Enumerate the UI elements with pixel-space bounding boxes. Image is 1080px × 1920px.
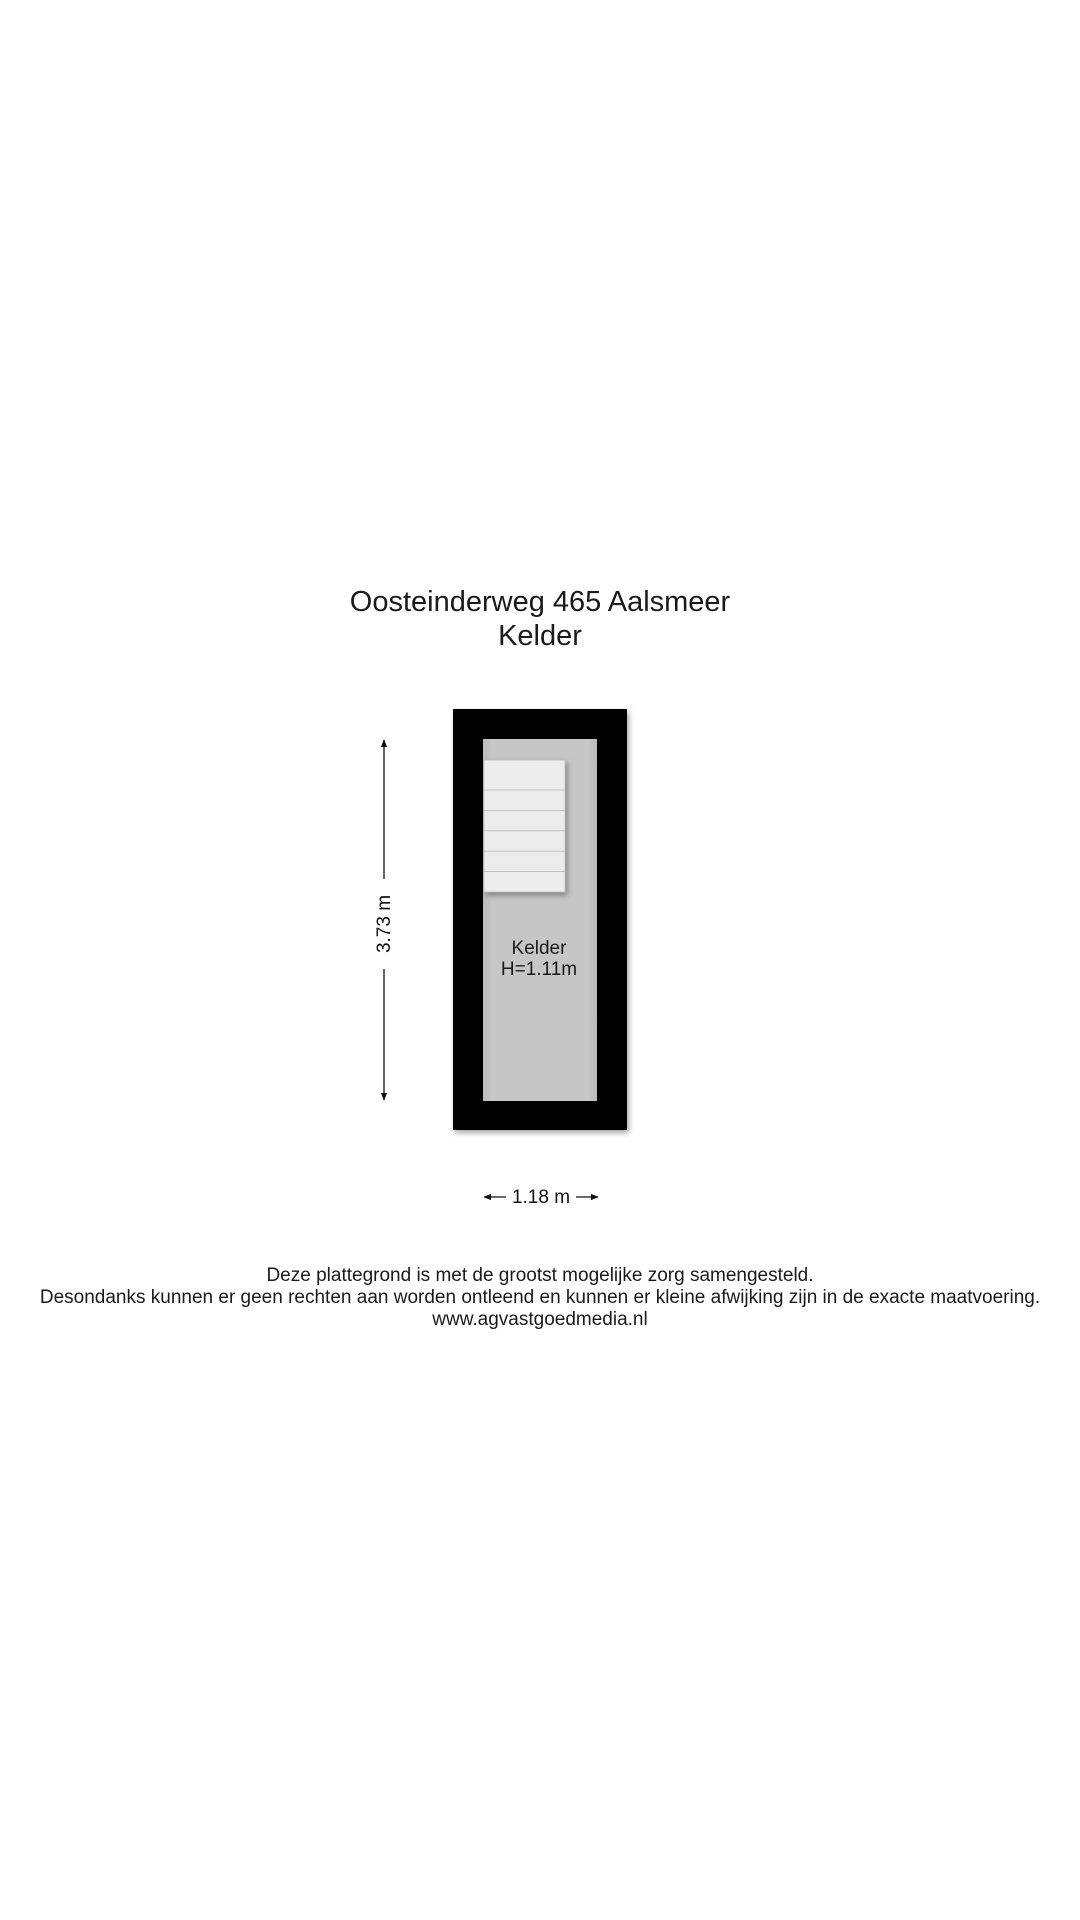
room-height-label: H=1.11m — [500, 959, 578, 980]
stairs — [484, 760, 565, 892]
stair-step — [484, 831, 565, 851]
disclaimer-line-1: Deze plattegrond is met de grootst mogelijke zorg samengesteld. — [266, 1265, 814, 1286]
stair-step — [484, 760, 565, 790]
dimension-length-label: 3.73 m — [372, 879, 398, 969]
stair-step — [484, 851, 565, 871]
plan-title-floor: Kelder — [498, 620, 582, 652]
stair-step — [484, 872, 565, 892]
website-text: www.agvastgoedmedia.nl — [432, 1309, 648, 1330]
stair-step — [484, 810, 565, 830]
dimension-width-label: 1.18 m — [506, 1185, 576, 1211]
plan-title-address: Oosteinderweg 465 Aalsmeer — [349, 586, 731, 618]
stair-step — [484, 790, 565, 810]
room-label: Kelder — [511, 938, 567, 959]
disclaimer-line-2: Desondanks kunnen er geen rechten aan worden ontleend en kunnen er kleine afwijking zijn in de exacte maatvoering. — [39, 1287, 1041, 1308]
